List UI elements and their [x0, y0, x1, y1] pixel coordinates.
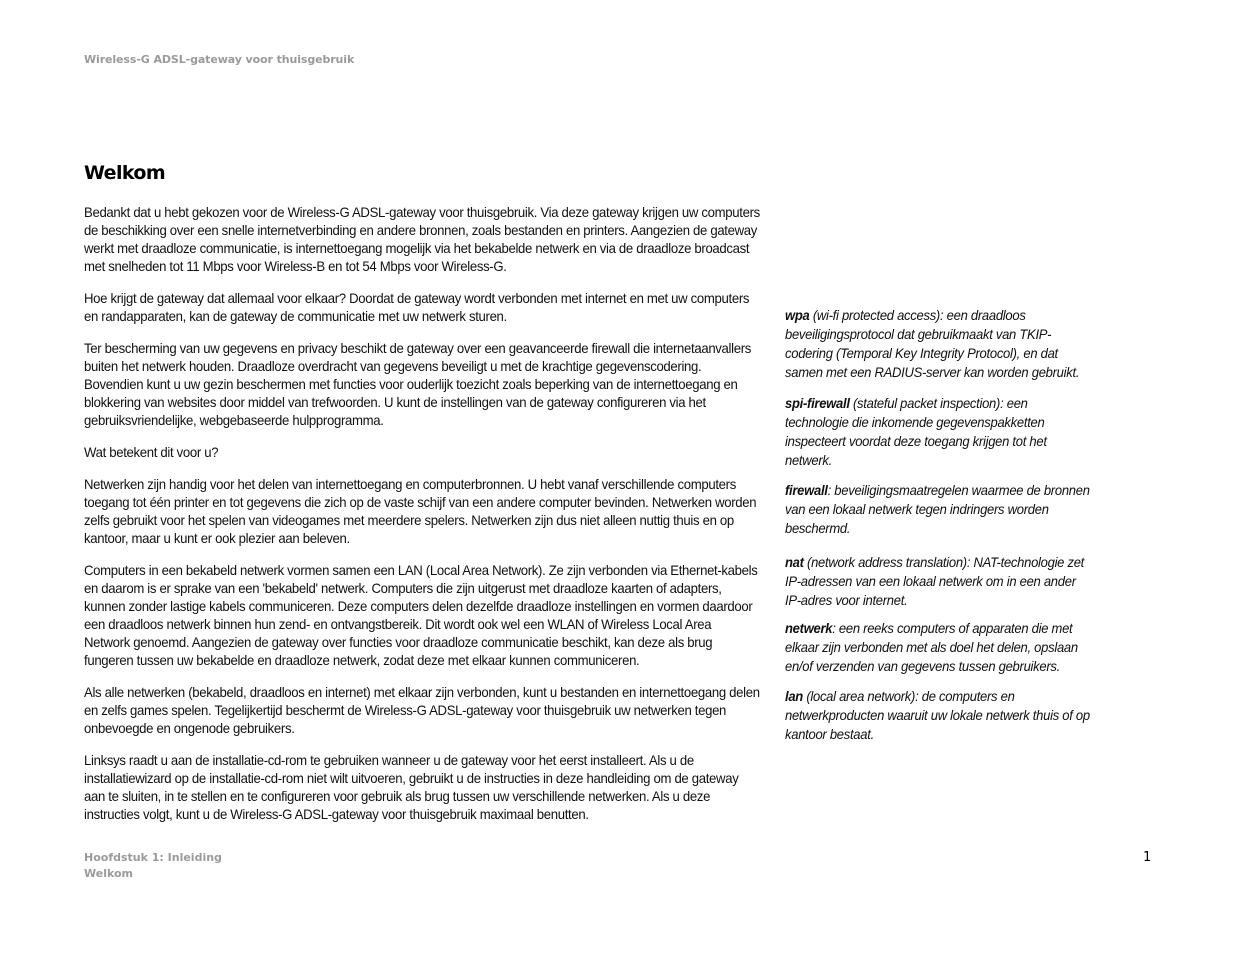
body-paragraph: Als alle netwerken (bekabeld, draadloos en internet) met elkaar zijn verbonden, kunt u bestanden en internettoegang delen en zelfs games spelen. Tegelijkertijd beschermt de Wireless-G ADSL-gateway voor thuisgebruik uw netwerken tegen onbevoegde en ongenode gebruikers. — [84, 684, 760, 736]
body-paragraph: Computers in een bekabeld netwerk vormen samen een LAN (Local Area Network). Ze zijn verbonden via Ethernet-kabels en daarom is er sprake van een 'bekabeld' netwerk. Computers die zijn uitgerust met draadloze kaarten of adapters, kunnen zonder lastige kabels communiceren. Deze computers delen dezelfde draadloze instellingen en vormen daardoor een draadloos netwerk binnen hun zend- en ontvangstbereik. Dit wordt ook wel een WLAN of Wireless Local Area Network genoemd. Aangezien de gateway over functies voor draadloze communicatie beschikt, kan deze als brug fungeren tussen uw bekabelde en draadloze netwerk, zodat deze met elkaar kunnen communiceren. — [84, 562, 758, 668]
body-paragraph: Netwerken zijn handig voor het delen van internettoegang en computerbronnen. U hebt vanaf verschillende computers toegang tot één printer en tot gegevens die zich op de vaste schijf van een andere computer bevinden. Netwerken worden zelfs gebruikt voor het spelen van videogames met meerdere spelers. Netwerken zijn dus niet alleen nuttig thuis en op kantoor, maar u kunt er ook plezier aan beleven. — [84, 476, 757, 546]
glossary-definition: (network address translation): NAT-technologie zet IP-adressen van een lokaal netwerk om in een ander IP-adres voor internet. — [785, 554, 1085, 608]
glossary-term: wpa — [785, 307, 810, 323]
body-paragraph: Linksys raadt u aan de installatie-cd-rom te gebruiken wanneer u de gateway voor het eerst installeert. Als u de installatiewizard op de installatie-cd-rom niet wilt uitvoeren, gebruikt u de instructies in deze handleiding om de gateway aan te sluiten, in te stellen en te configureren voor gebruik als brug tussen uw verschillende netwerken. Als u deze instructies volgt, kunt u de Wireless-G ADSL-gateway voor thuisgebruik maximaal benutten. — [84, 752, 739, 822]
glossary-entry-wpa — [785, 306, 1092, 382]
glossary-term: lan — [785, 688, 803, 704]
running-header: Wireless-G ADSL-gateway voor thuisgebruik — [84, 53, 355, 66]
footer-section: Welkom — [84, 867, 134, 880]
body-paragraph: Hoe krijgt de gateway dat allemaal voor elkaar? Doordat de gateway wordt verbonden met internet en met uw computers en randapparaten, kan de gateway de communicatie met uw netwerk sturen. — [84, 290, 750, 324]
glossary-entry-nat — [785, 553, 1092, 610]
glossary-term: spi-firewall — [785, 395, 850, 411]
glossary-entry-netwerk — [785, 619, 1092, 676]
body-paragraph: Ter bescherming van uw gegevens en privacy beschikt de gateway over een geavanceerde firewall die internetaanvallers buiten het netwerk houden. Draadloze overdracht van gegevens beveiligt u met de krachtige gegevenscodering. Bovendien kunt u uw gezin beschermen met functies voor ouderlijk toezicht zoals beperking van de internettoegang en blokkering van websites door middel van trefwoorden. U kunt de instellingen van de gateway configureren via het gebruiksvriendelijke, webgebaseerde hulpprogramma. — [84, 340, 752, 428]
glossary-definition: (local area network): de computers en netwerkproducten waaruit uw lokale netwerk thuis of op kantoor bestaat. — [785, 688, 1090, 742]
glossary-definition: (stateful packet inspection): een technologie die inkomende gegevenspakketten inspecteert voordat deze toegang krijgen tot het netwerk. — [785, 395, 1047, 468]
glossary-term: nat — [785, 554, 804, 570]
footer-breadcrumb — [84, 850, 222, 882]
glossary-entry-firewall — [785, 481, 1092, 538]
body-paragraph: Wat betekent dit voor u? — [84, 444, 219, 460]
body-paragraph: Bedankt dat u hebt gekozen voor de Wireless-G ADSL-gateway voor thuisgebruik. Via deze gateway krijgen uw computers de beschikking over een snelle internetverbinding en andere bronnen, zoals bestanden en printers. Aangezien de gateway werkt met draadloze communicatie, is internettoegang mogelijk via het bekabelde netwerk en via de draadloze broadcast met snelheden tot 11 Mbps voor Wireless-B en tot 54 Mbps voor Wireless-G. — [84, 204, 760, 274]
glossary-term: netwerk — [785, 620, 833, 636]
glossary-entry-spi-firewall — [785, 394, 1092, 470]
page-number: 1 — [1143, 850, 1152, 865]
main-body — [84, 203, 760, 837]
glossary-term: firewall — [785, 482, 828, 498]
glossary-definition: : beveiligingsmaatregelen waarmee de bronnen van een lokaal netwerk tegen indringers worden beschermd. — [785, 482, 1090, 536]
glossary-entry-lan — [785, 687, 1092, 744]
page-title: Welkom — [84, 162, 166, 184]
footer-chapter: Hoofdstuk 1: Inleiding — [84, 851, 222, 864]
glossary-definition: : een reeks computers of apparaten die met elkaar zijn verbonden met als doel het delen, opslaan en/of verzenden van gegevens tussen gebruikers. — [785, 620, 1078, 674]
glossary-definition: (wi-fi protected access): een draadloos beveiligingsprotocol dat gebruikmaakt van TKIP-codering (Temporal Key Integrity Protocol), en dat samen met een RADIUS-server kan worden gebruikt. — [785, 307, 1080, 380]
